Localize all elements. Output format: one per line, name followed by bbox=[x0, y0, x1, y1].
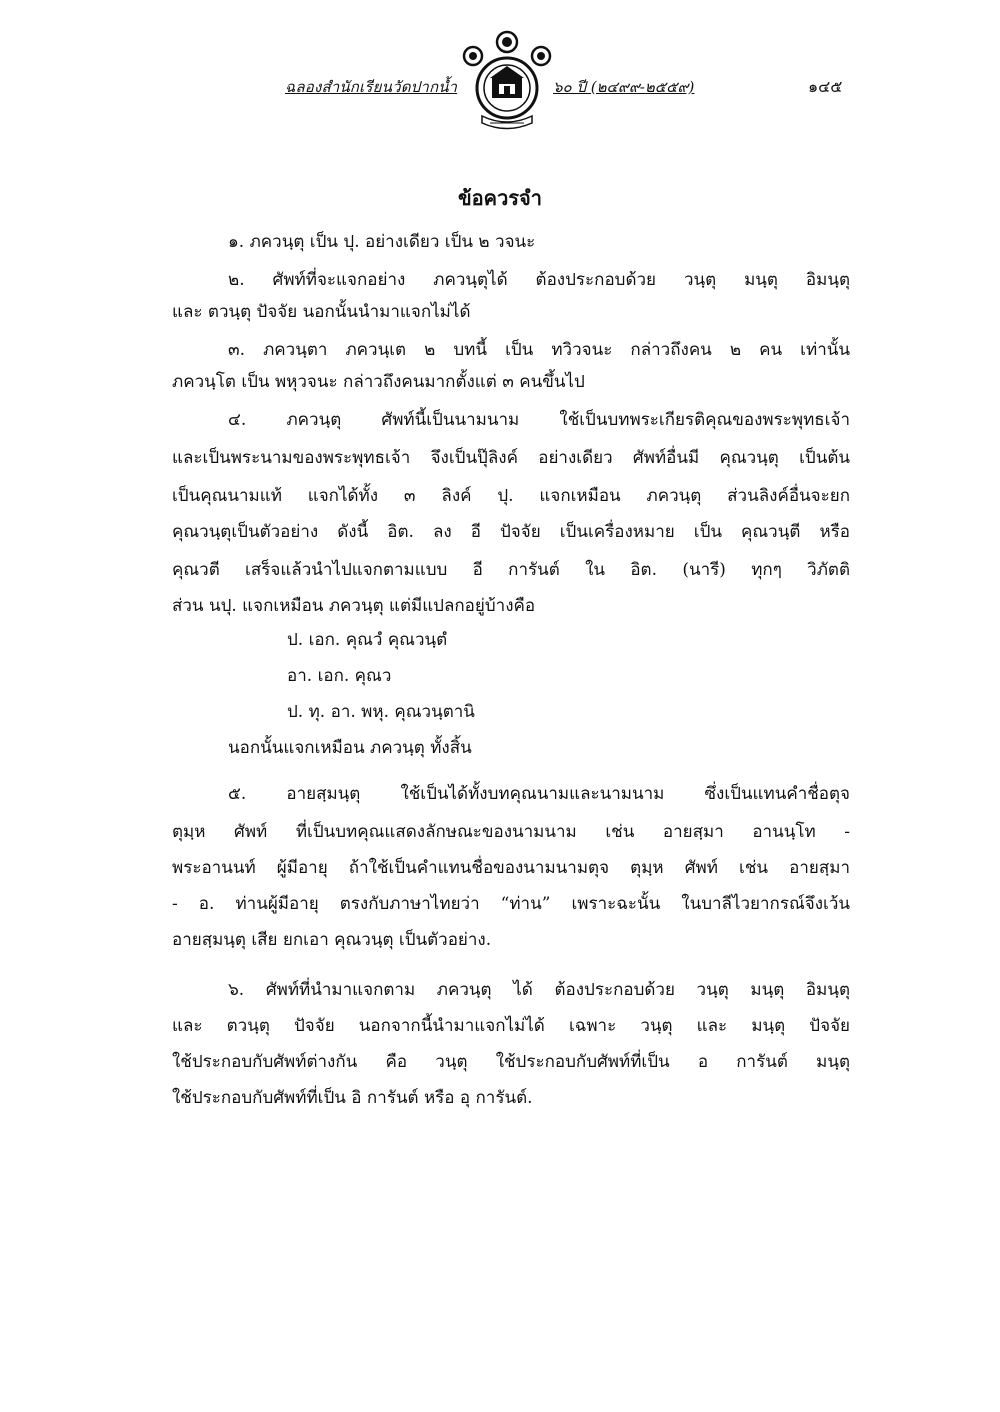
page-number: ๑๔๕ bbox=[808, 77, 843, 96]
item-4-line-6: ส่วน นปุ. แจกเหมือน ภควนฺตุ แต่มีแปลกอยู่บ้างคือ bbox=[172, 596, 536, 616]
item-5-line-2: ตุมฺห ศัพท์ ที่เป็นบทคุณแสดงลักษณะของนามนาม เช่น อายสฺมา อานนฺโท - bbox=[172, 822, 850, 842]
declension-3: ป. ทุ. อา. พหุ. คุณวนฺตานิ bbox=[287, 702, 475, 722]
item-4-line-5: คุณวตี เสร็จแล้วนำไปแจกตามแบบ อี การันต์ ใน อิต. (นารี) ทุกๆ วิภัตติ bbox=[172, 560, 850, 580]
item-5-line-1: ๕. อายสฺมนฺตุ ใช้เป็นได้ทั้งบทคุณนามและนามนาม ซึ่งเป็นแทนคำชื่อตุจ bbox=[228, 784, 850, 804]
item-5-line-4: - อ. ท่านผู้มีอายุ ตรงกับภาษาไทยว่า “ท่าน” เพราะฉะนั้น ในบาลีไวยากรณ์จึงเว้น bbox=[172, 894, 850, 914]
item-1-line-1: ๑. ภควนฺตุ เป็น ปุ. อย่างเดียว เป็น ๒ วจนะ bbox=[228, 232, 536, 252]
item-5-line-5: อายสฺมนฺตุ เสีย ยกเอา คุณวนฺตุ เป็นตัวอย่าง. bbox=[172, 930, 492, 950]
header-right-text: ๖๐ ปี (๒๔๙๙-๒๕๕๙) bbox=[553, 78, 695, 96]
item-4-line-4: คุณวนฺตุเป็นตัวอย่าง ดังนี้ อิต. ลง อี ปัจจัย เป็นเครื่องหมาย เป็น คุณวนฺตี หรือ bbox=[172, 522, 850, 542]
header-left-text: ฉลองสำนักเรียนวัดปากน้ำ bbox=[285, 78, 458, 96]
declension-2: อา. เอก. คุณว bbox=[287, 666, 392, 686]
page-title: ข้อควรจำ bbox=[458, 186, 542, 210]
emblem-icon bbox=[460, 28, 555, 138]
emblem-logo bbox=[460, 28, 555, 138]
item-4-line-1: ๔. ภควนฺตุ ศัพท์นี้เป็นนามนาม ใช้เป็นบทพระเกียรติคุณของพระพุทธเจ้า bbox=[228, 410, 850, 430]
item-3-line-2: ภควนฺโต เป็น พหุวจนะ กล่าวถึงคนมากตั้งแต่ ๓ คนขึ้นไป bbox=[172, 372, 585, 392]
declension-1: ป. เอก. คุณวํ คุณวนฺตํ bbox=[287, 630, 448, 650]
item-4-line-3: เป็นคุณนามแท้ แจกได้ทั้ง ๓ ลิงค์ ปุ. แจกเหมือน ภควนฺตุ ส่วนลิงค์อื่นจะยก bbox=[172, 486, 850, 506]
item-6-line-4: ใช้ประกอบกับศัพท์ที่เป็น อิ การันต์ หรือ อุ การันต์. bbox=[172, 1088, 533, 1108]
item-2-line-2: และ ตวนฺตุ ปัจจัย นอกนั้นนำมาแจกไม่ได้ bbox=[172, 302, 471, 322]
item-5-line-3: พระอานนท์ ผู้มีอายุ ถ้าใช้เป็นคำแทนชื่อของนามนามตุจ ตุมฺห ศัพท์ เช่น อายสฺมา bbox=[172, 858, 850, 878]
item-4-line-2: และเป็นพระนามของพระพุทธเจ้า จึงเป็นปุ๊ลิงค์ อย่างเดียว ศัพท์อื่นมี คุณวนฺตุ เป็นต้น bbox=[172, 448, 850, 468]
item-3-line-1: ๓. ภควนฺตา ภควนฺเต ๒ บทนี้ เป็น ทวิวจนะ กล่าวถึงคน ๒ คน เท่านั้น bbox=[228, 340, 850, 360]
declension-note: นอกนั้นแจกเหมือน ภควนฺตุ ทั้งสิ้น bbox=[228, 738, 472, 758]
item-6-line-1: ๖. ศัพท์ที่นำมาแจกตาม ภควนฺตุ ได้ ต้องประกอบด้วย วนฺตุ มนฺตุ อิมนฺตุ bbox=[228, 980, 850, 1000]
item-6-line-3: ใช้ประกอบกับศัพท์ต่างกัน คือ วนฺตุ ใช้ประกอบกับศัพท์ที่เป็น อ การันต์ มนฺตุ bbox=[172, 1052, 850, 1072]
item-6-line-2: และ ตวนฺตุ ปัจจัย นอกจากนี้นำมาแจกไม่ได้ เฉพาะ วนฺตุ และ มนฺตุ ปัจจัย bbox=[172, 1016, 850, 1036]
item-2-line-1: ๒. ศัพท์ที่จะแจกอย่าง ภควนฺตุได้ ต้องประกอบด้วย วนฺตุ มนฺตุ อิมนฺตุ bbox=[228, 270, 850, 290]
